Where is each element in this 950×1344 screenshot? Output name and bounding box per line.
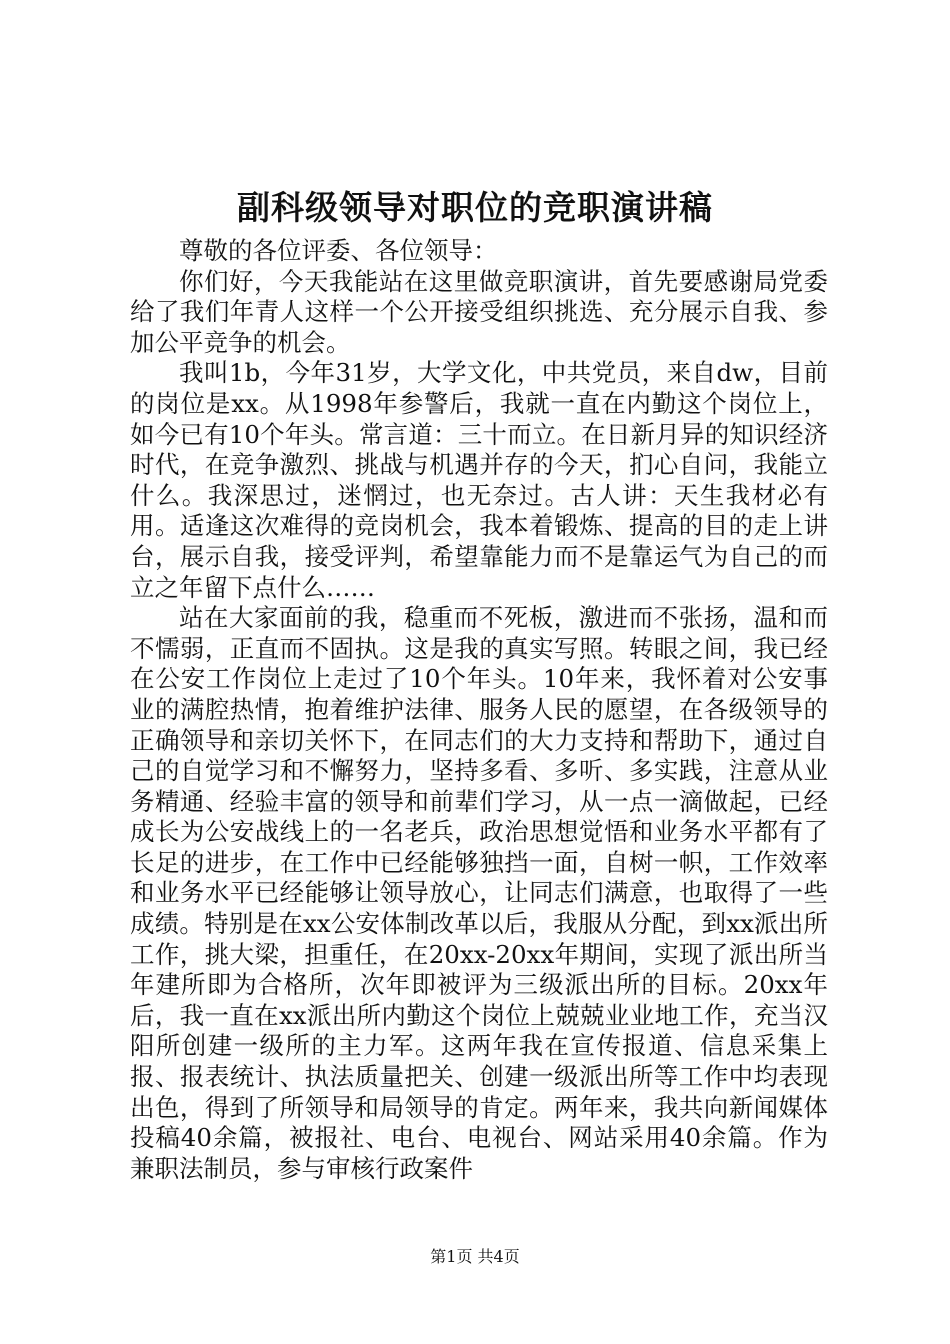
page-footer: 第1页 共4页 <box>430 1247 520 1266</box>
experience-paragraph: 站在大家面前的我，稳重而不死板，激进而不张扬，温和而不懦弱，正直而不固执。这是我的真实写照。转眼之间，我已经在公安工作岗位上走过了10个年头。10年来，我怀着对公安事业的满腔热情，抱着维护法律、服务人民的愿望，在各级领导的正确领导和亲切关怀下，在同志们的大力支持和帮助下，通过自己的自觉学习和不懈努力，坚持多看、多听、多实践，注意从业务精通、经验丰富的领导和前辈们学习，从一点一滴做起，已经成长为公安战线上的一名老兵，政治思想觉悟和业务水平都有了长足的进步，在工作中已经能够独挡一面，自树一帜，工作效率和业务水平已经能够让领导放心，让同志们满意，也取得了一些成绩。特别是在xx公安体制改革以后，我服从分配，到xx派出所工作，挑大梁，担重任，在20xx-20xx年期间，实现了派出所当年建所即为合格所，次年即被评为三级派出所的目标。20xx年后，我一直在xx派出所内勤这个岗位上兢兢业业地工作，充当汉阳所创建一级所的主力军。这两年我在宣传报道、信息采集上报、报表统计、执法质量把关、创建一级派出所等工作中均表现出色，得到了所领导和局领导的肯定。两年来，我共向新闻媒体投稿40余篇，被报社、电台、电视台、网站采用40余篇。作为兼职法制员，参与审核行政案件 <box>130 603 828 1183</box>
document-title: 副科级领导对职位的竞职演讲稿 <box>237 188 713 227</box>
document-body <box>130 236 828 1184</box>
salutation-paragraph: 尊敬的各位评委、各位领导： <box>179 236 498 265</box>
self-introduction-paragraph: 我叫1b，今年31岁，大学文化，中共党员，来自dw，目前的岗位是xx。从1998年参警后，我就一直在内勤这个岗位上，如今已有10个年头。常言道：三十而立。在日新月异的知识经济时代，在竞争激烈、挑战与机遇并存的今天，扪心自问，我能立什么。我深思过，迷惘过，也无奈过。古人讲：天生我材必有用。适逢这次难得的竞岗机会，我本着锻炼、提高的目的走上讲台，展示自我，接受评判，希望靠能力而不是靠运气为自己的而立之年留下点什么…… <box>130 358 828 602</box>
greeting-paragraph: 你们好，今天我能站在这里做竞职演讲，首先要感谢局党委给了我们年青人这样一个公开接受组织挑选、充分展示自我、参加公平竞争的机会。 <box>130 266 828 357</box>
